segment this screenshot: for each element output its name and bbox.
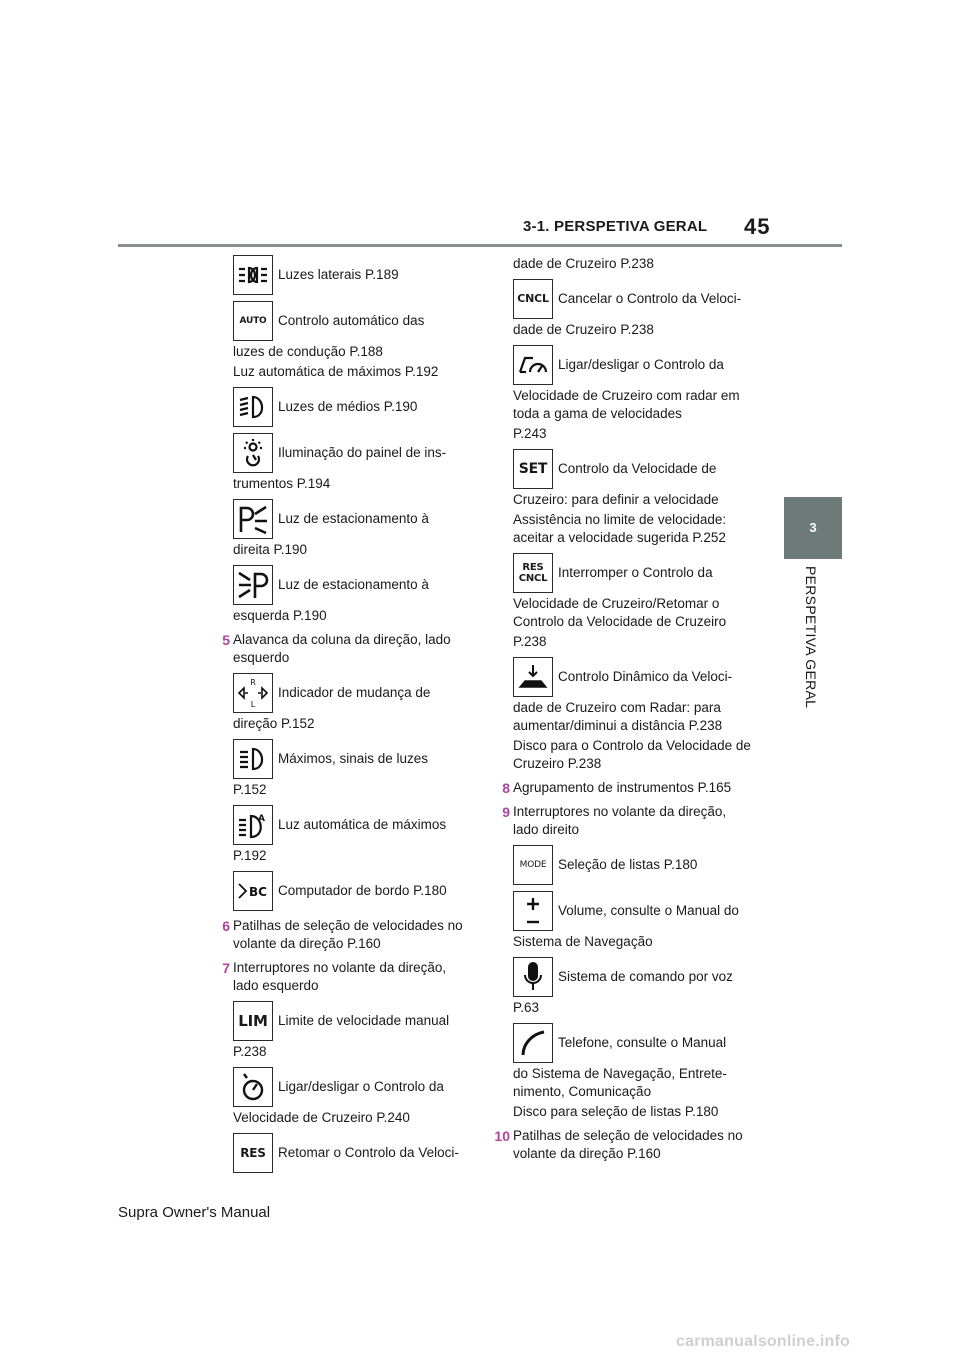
- item-number: 6: [222, 918, 230, 934]
- left-column: [210, 255, 472, 1179]
- item-continuation: do Sistema de Navegação, Entrete-nimento, Comunicação: [513, 1066, 727, 1099]
- list-item: [490, 449, 752, 547]
- parking-light-left-icon: [233, 565, 273, 605]
- list-item: [490, 1023, 752, 1121]
- item-continuation: dade de Cruzeiro com Radar: para aumentar/diminui a distância P.238: [513, 700, 723, 733]
- list-item: [210, 673, 472, 733]
- list-item: [490, 553, 752, 651]
- item-continuation: P.192: [233, 848, 267, 863]
- numbered-item: [210, 631, 472, 667]
- item-label: Interromper o Controlo da: [558, 565, 713, 580]
- item-continuation: luzes de condução P.188: [233, 344, 383, 359]
- list-item: [490, 845, 752, 885]
- item-label: Máximos, sinais de luzes: [278, 751, 429, 766]
- item-continuation: Cruzeiro: para definir a velocidade: [513, 492, 719, 507]
- list-item: [210, 871, 472, 911]
- item-label: Controlo Dinâmico da Veloci-: [558, 669, 733, 684]
- auto-high-beam-icon: [233, 805, 273, 845]
- item-continuation: P.243: [513, 426, 547, 441]
- item-label: Iluminação do painel de ins-: [278, 445, 447, 460]
- voice-command-icon: [513, 957, 553, 997]
- list-item: [490, 345, 752, 443]
- instrument-illumination-icon: [233, 433, 273, 473]
- list-item: [210, 805, 472, 865]
- parking-light-right-icon: [233, 499, 273, 539]
- list-item: [490, 279, 752, 339]
- turn-signal-icon: [233, 673, 273, 713]
- item-number: 9: [502, 804, 510, 820]
- item-continuation: Sistema de Navegação: [513, 934, 653, 949]
- item-continuation: Luz automática de máximos P.192: [233, 364, 439, 379]
- distance-control-icon: [513, 657, 553, 697]
- item-continuation: dade de Cruzeiro P.238: [513, 322, 654, 337]
- svg-text:A: A: [258, 814, 265, 824]
- item-continuation: P.152: [233, 782, 267, 797]
- item-number: 8: [502, 780, 510, 796]
- item-continuation: direita P.190: [233, 542, 308, 557]
- item-continuation: Velocidade de Cruzeiro com radar em toda a gama de velocidades: [513, 388, 740, 421]
- item-label: Luzes de médios P.190: [278, 399, 418, 414]
- item-text: Patilhas de seleção de velocidades no volante da direção P.160: [233, 918, 463, 951]
- item-text: Patilhas de seleção de velocidades no volante da direção P.160: [513, 1128, 743, 1161]
- item-continuation: P.238: [233, 1044, 267, 1059]
- auto-headlight-icon: AUTO: [233, 301, 273, 341]
- list-item: [210, 433, 472, 493]
- item-label: Controlo da Velocidade de: [558, 461, 717, 476]
- set-icon: SET: [513, 449, 553, 489]
- list-item: [490, 657, 752, 773]
- item-label: Limite de velocidade manual: [278, 1013, 450, 1028]
- item-continuation: dade de Cruzeiro P.238: [513, 256, 654, 271]
- item-label: Luz de estacionamento à: [278, 577, 429, 592]
- item-continuation: Velocidade de Cruzeiro P.240: [233, 1110, 410, 1125]
- item-label: Controlo automático das: [278, 313, 425, 328]
- item-label: Volume, consulte o Manual do: [558, 903, 739, 918]
- svg-text:BC: BC: [249, 885, 267, 899]
- item-label: Luz automática de máximos: [278, 817, 447, 832]
- numbered-item: [490, 779, 752, 797]
- item-label: Telefone, consulte o Manual: [558, 1035, 727, 1050]
- numbered-item: [490, 803, 752, 839]
- section-title: 3-1. PERSPETIVA GERAL: [523, 218, 708, 235]
- list-item: [210, 301, 472, 381]
- cancel-icon: CNCL: [513, 279, 553, 319]
- numbered-item: [490, 1127, 752, 1163]
- item-continuation: trumentos P.194: [233, 476, 331, 491]
- item-label: Cancelar o Controlo da Veloci-: [558, 291, 742, 306]
- item-continuation: Assistência no limite de velocidade: aceitar a velocidade sugerida P.252: [513, 512, 727, 545]
- item-label: Indicador de mudança de: [278, 685, 431, 700]
- item-label: Retomar o Controlo da Veloci-: [278, 1145, 459, 1160]
- chapter-tab[interactable]: 3: [784, 497, 842, 559]
- resume-icon: RES: [233, 1133, 273, 1173]
- page-number: 45: [744, 214, 771, 239]
- item-number: 7: [222, 960, 230, 976]
- item-label: Seleção de listas P.180: [558, 857, 698, 872]
- header-divider: [118, 244, 842, 247]
- volume-icon: [513, 891, 553, 931]
- list-item: [490, 891, 752, 951]
- side-lights-icon: [233, 255, 273, 295]
- right-column: [490, 255, 752, 1169]
- item-number: 5: [222, 632, 230, 648]
- list-item: [210, 739, 472, 799]
- item-text: Interruptores no volante da direção, lado esquerdo: [233, 960, 447, 993]
- res-cncl-icon: RES CNCL: [513, 553, 553, 593]
- list-item: [210, 1067, 472, 1127]
- item-continuation: Velocidade de Cruzeiro/Retomar o Controlo da Velocidade de Cruzeiro: [513, 596, 727, 629]
- list-item: [210, 387, 472, 427]
- numbered-item: [210, 959, 472, 995]
- item-continuation: Disco para seleção de listas P.180: [513, 1104, 719, 1119]
- watermark: carmanualsonline.info: [676, 1333, 851, 1350]
- item-text: Agrupamento de instrumentos P.165: [513, 780, 732, 795]
- item-label: Ligar/desligar o Controlo da: [278, 1079, 444, 1094]
- board-computer-icon: [233, 871, 273, 911]
- chapter-label: PERSPETIVA GERAL: [803, 566, 819, 709]
- item-continuation: Disco para o Controlo da Velocidade de Cruzeiro P.238: [513, 738, 751, 771]
- item-text: Alavanca da coluna da direção, lado esquerdo: [233, 632, 451, 665]
- list-item: [210, 499, 472, 559]
- item-label: Sistema de comando por voz: [558, 969, 733, 984]
- item-label: Luzes laterais P.189: [278, 267, 399, 282]
- item-continuation: direção P.152: [233, 716, 315, 731]
- list-item: [210, 1133, 472, 1173]
- list-item: [210, 1001, 472, 1061]
- item-continuation: esquerda P.190: [233, 608, 327, 623]
- numbered-item: [210, 917, 472, 953]
- footer-title: Supra Owner's Manual: [118, 1204, 271, 1221]
- list-item: [210, 255, 472, 295]
- speed-limiter-icon: LIM: [233, 1001, 273, 1041]
- item-continuation: P.238: [513, 634, 547, 649]
- mode-icon: MODE: [513, 845, 553, 885]
- cruise-control-icon: [233, 1067, 273, 1107]
- svg-text:R: R: [250, 678, 256, 687]
- item-continuation: P.63: [513, 1000, 540, 1015]
- list-item: [490, 957, 752, 1017]
- item-label: Computador de bordo P.180: [278, 883, 447, 898]
- item-label: Ligar/desligar o Controlo da: [558, 357, 724, 372]
- item-text: Interruptores no volante da direção, lado direito: [513, 804, 727, 837]
- radar-cruise-icon: [513, 345, 553, 385]
- item-number: 10: [494, 1128, 510, 1144]
- svg-text:L: L: [250, 700, 256, 709]
- item-label: Luz de estacionamento à: [278, 511, 429, 526]
- list-item: [210, 565, 472, 625]
- telephone-icon: [513, 1023, 553, 1063]
- high-beam-icon: [233, 739, 273, 779]
- low-beam-icon: [233, 387, 273, 427]
